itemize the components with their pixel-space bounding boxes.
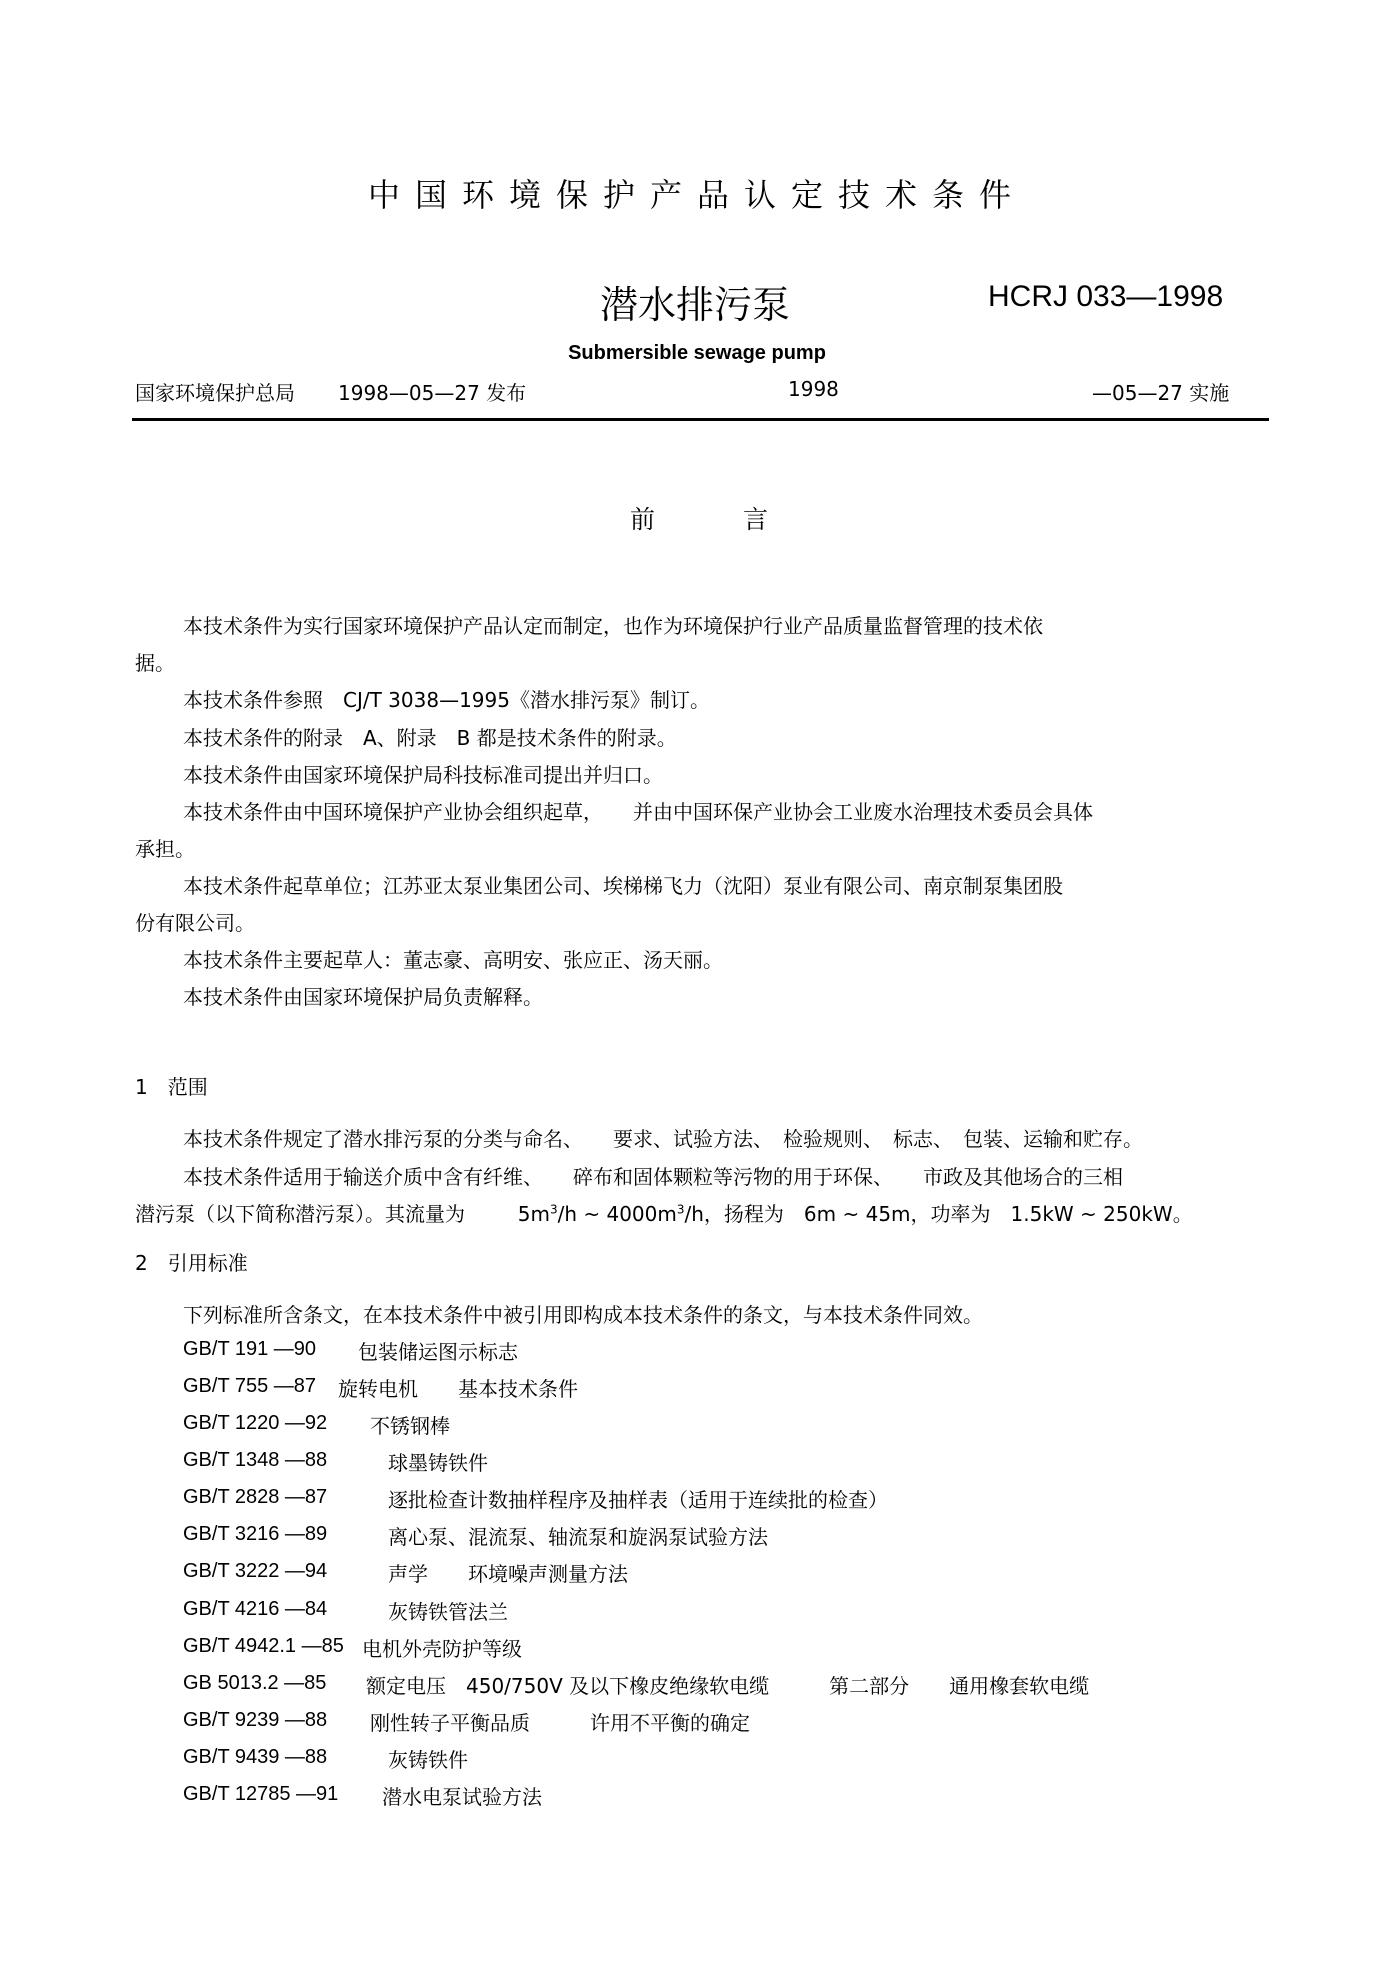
header-divider xyxy=(132,418,1269,421)
standard-code: GB/T 4216 —84 xyxy=(183,1598,328,1620)
standard-code: GB/T 4942.1 —85 xyxy=(183,1635,344,1657)
standard-code: GB/T 1348 —88 xyxy=(183,1449,328,1471)
scope-text: 潜污泵（以下简称潜污泵）。其流量为 xyxy=(135,1202,465,1226)
standard-name: 刚性转子平衡品质 许用不平衡的确定 xyxy=(370,1711,750,1735)
standard-name: 额定电压 450/750V 及以下橡皮绝缘软电缆 第二部分 通用橡套软电缆 xyxy=(366,1674,1090,1698)
preface-paragraph: 本技术条件由中国环境保护产业协会组织起草， 并由中国环保产业协会工业废水治理技术委员会具体 xyxy=(183,800,1093,824)
flow-max: /h ~ 4000m xyxy=(557,1202,677,1226)
standard-row xyxy=(183,1781,542,1809)
standard-name: 逐批检查计数抽样程序及抽样表（适用于连续批的检查） xyxy=(388,1488,888,1512)
preface-paragraph: 本技术条件由国家环境保护局科技标准司提出并归口。 xyxy=(183,763,663,787)
superscript: 3 xyxy=(676,1202,685,1217)
preface-paragraph: 本技术条件的附录 A、附录 B 都是技术条件的附录。 xyxy=(183,726,677,750)
standard-code: GB/T 3222 —94 xyxy=(183,1560,328,1582)
flow-min: 5m xyxy=(517,1202,550,1226)
preface-paragraph-cont: 份有限公司。 xyxy=(135,911,255,935)
standard-name: 灰铸铁管法兰 xyxy=(388,1600,508,1624)
standard-code: GB/T 9239 —88 xyxy=(183,1709,328,1731)
preface-paragraph-cont: 承担。 xyxy=(135,837,195,861)
references-intro: 下列标准所含条文，在本技术条件中被引用即构成本技术条件的条文，与本技术条件同效。 xyxy=(183,1303,983,1327)
standard-row xyxy=(183,1633,522,1661)
standard-row xyxy=(183,1596,508,1624)
standard-name: 灰铸铁件 xyxy=(388,1748,468,1772)
main-title: 中国环境保护产品认定技术条件 xyxy=(367,176,1026,214)
standard-code: GB/T 1220 —92 xyxy=(183,1412,328,1434)
standard-row xyxy=(183,1410,450,1438)
standard-code: GB 5013.2 —85 xyxy=(183,1672,327,1694)
standard-row xyxy=(183,1744,468,1772)
standard-name: 旋转电机 基本技术条件 xyxy=(338,1377,578,1401)
head-power: /h，扬程为 6m ~ 45m，功率为 1.5kW ~ 250kW。 xyxy=(684,1202,1193,1226)
preface-title-right: 言 xyxy=(743,505,769,534)
preface-paragraph: 本技术条件参照 CJ/T 3038—1995《潜水排污泵》制订。 xyxy=(183,688,710,712)
standard-code: GB/T 3216 —89 xyxy=(183,1523,328,1545)
standard-code: GB/T 191 —90 xyxy=(183,1338,317,1360)
standard-code: GB/T 2828 —87 xyxy=(183,1486,328,1508)
document-code: HCRJ 033—1998 xyxy=(988,280,1224,313)
standard-name: 声学 环境噪声测量方法 xyxy=(388,1562,628,1586)
standard-name: 电机外壳防护等级 xyxy=(362,1637,522,1661)
standard-row xyxy=(183,1484,888,1512)
preface-title-left: 前 xyxy=(630,505,656,534)
issue-date: 1998—05—27 发布 xyxy=(338,381,527,405)
implementation-year: 1998 xyxy=(788,377,839,401)
document-title: 潜水排污泵 xyxy=(600,283,791,327)
preface-paragraph: 本技术条件主要起草人：董志豪、高明安、张应正、汤天丽。 xyxy=(183,948,723,972)
preface-paragraph: 本技术条件为实行国家环境保护产品认定而制定，也作为环境保护行业产品质量监督管理的技术依 xyxy=(183,614,1043,638)
preface-paragraph-cont: 据。 xyxy=(135,651,175,675)
standard-name: 包装储运图示标志 xyxy=(358,1340,518,1364)
scope-paragraph: 本技术条件适用于输送介质中含有纤维、 碎布和固体颗粒等污物的用于环保、 市政及其他场合的三相 xyxy=(183,1165,1123,1189)
standard-row xyxy=(183,1447,488,1475)
standard-row xyxy=(183,1558,628,1586)
preface-paragraph: 本技术条件起草单位；江苏亚太泵业集团公司、埃梯梯飞力（沈阳）泵业有限公司、南京制泵集团股 xyxy=(183,874,1063,898)
standard-row xyxy=(183,1521,768,1549)
standard-code: GB/T 9439 —88 xyxy=(183,1746,328,1768)
scope-paragraph: 本技术条件规定了潜水排污泵的分类与命名、 要求、试验方法、 检验规则、 标志、 包装、运输和贮存。 xyxy=(183,1127,1143,1151)
standard-name: 球墨铸铁件 xyxy=(388,1451,488,1475)
implementation-date: —05—27 实施 xyxy=(1092,381,1230,405)
standard-name: 离心泵、混流泵、轴流泵和旋涡泵试验方法 xyxy=(388,1525,768,1549)
scope-paragraph-cont xyxy=(135,1198,1193,1227)
standard-row xyxy=(183,1336,518,1364)
standard-name: 不锈钢棒 xyxy=(370,1414,450,1438)
issuer: 国家环境保护总局 xyxy=(135,381,295,405)
section-heading-scope: 1 范围 xyxy=(135,1075,208,1099)
standard-code: GB/T 12785 —91 xyxy=(183,1783,339,1805)
preface-paragraph: 本技术条件由国家环境保护局负责解释。 xyxy=(183,985,543,1009)
standard-row xyxy=(183,1670,1090,1698)
standard-name: 潜水电泵试验方法 xyxy=(382,1785,542,1809)
superscript: 3 xyxy=(549,1202,558,1217)
section-heading-references: 2 引用标准 xyxy=(135,1251,248,1275)
standard-code: GB/T 755 —87 xyxy=(183,1375,317,1397)
standard-row xyxy=(183,1707,750,1735)
english-title: Submersible sewage pump xyxy=(568,342,826,364)
standard-row xyxy=(183,1373,578,1401)
